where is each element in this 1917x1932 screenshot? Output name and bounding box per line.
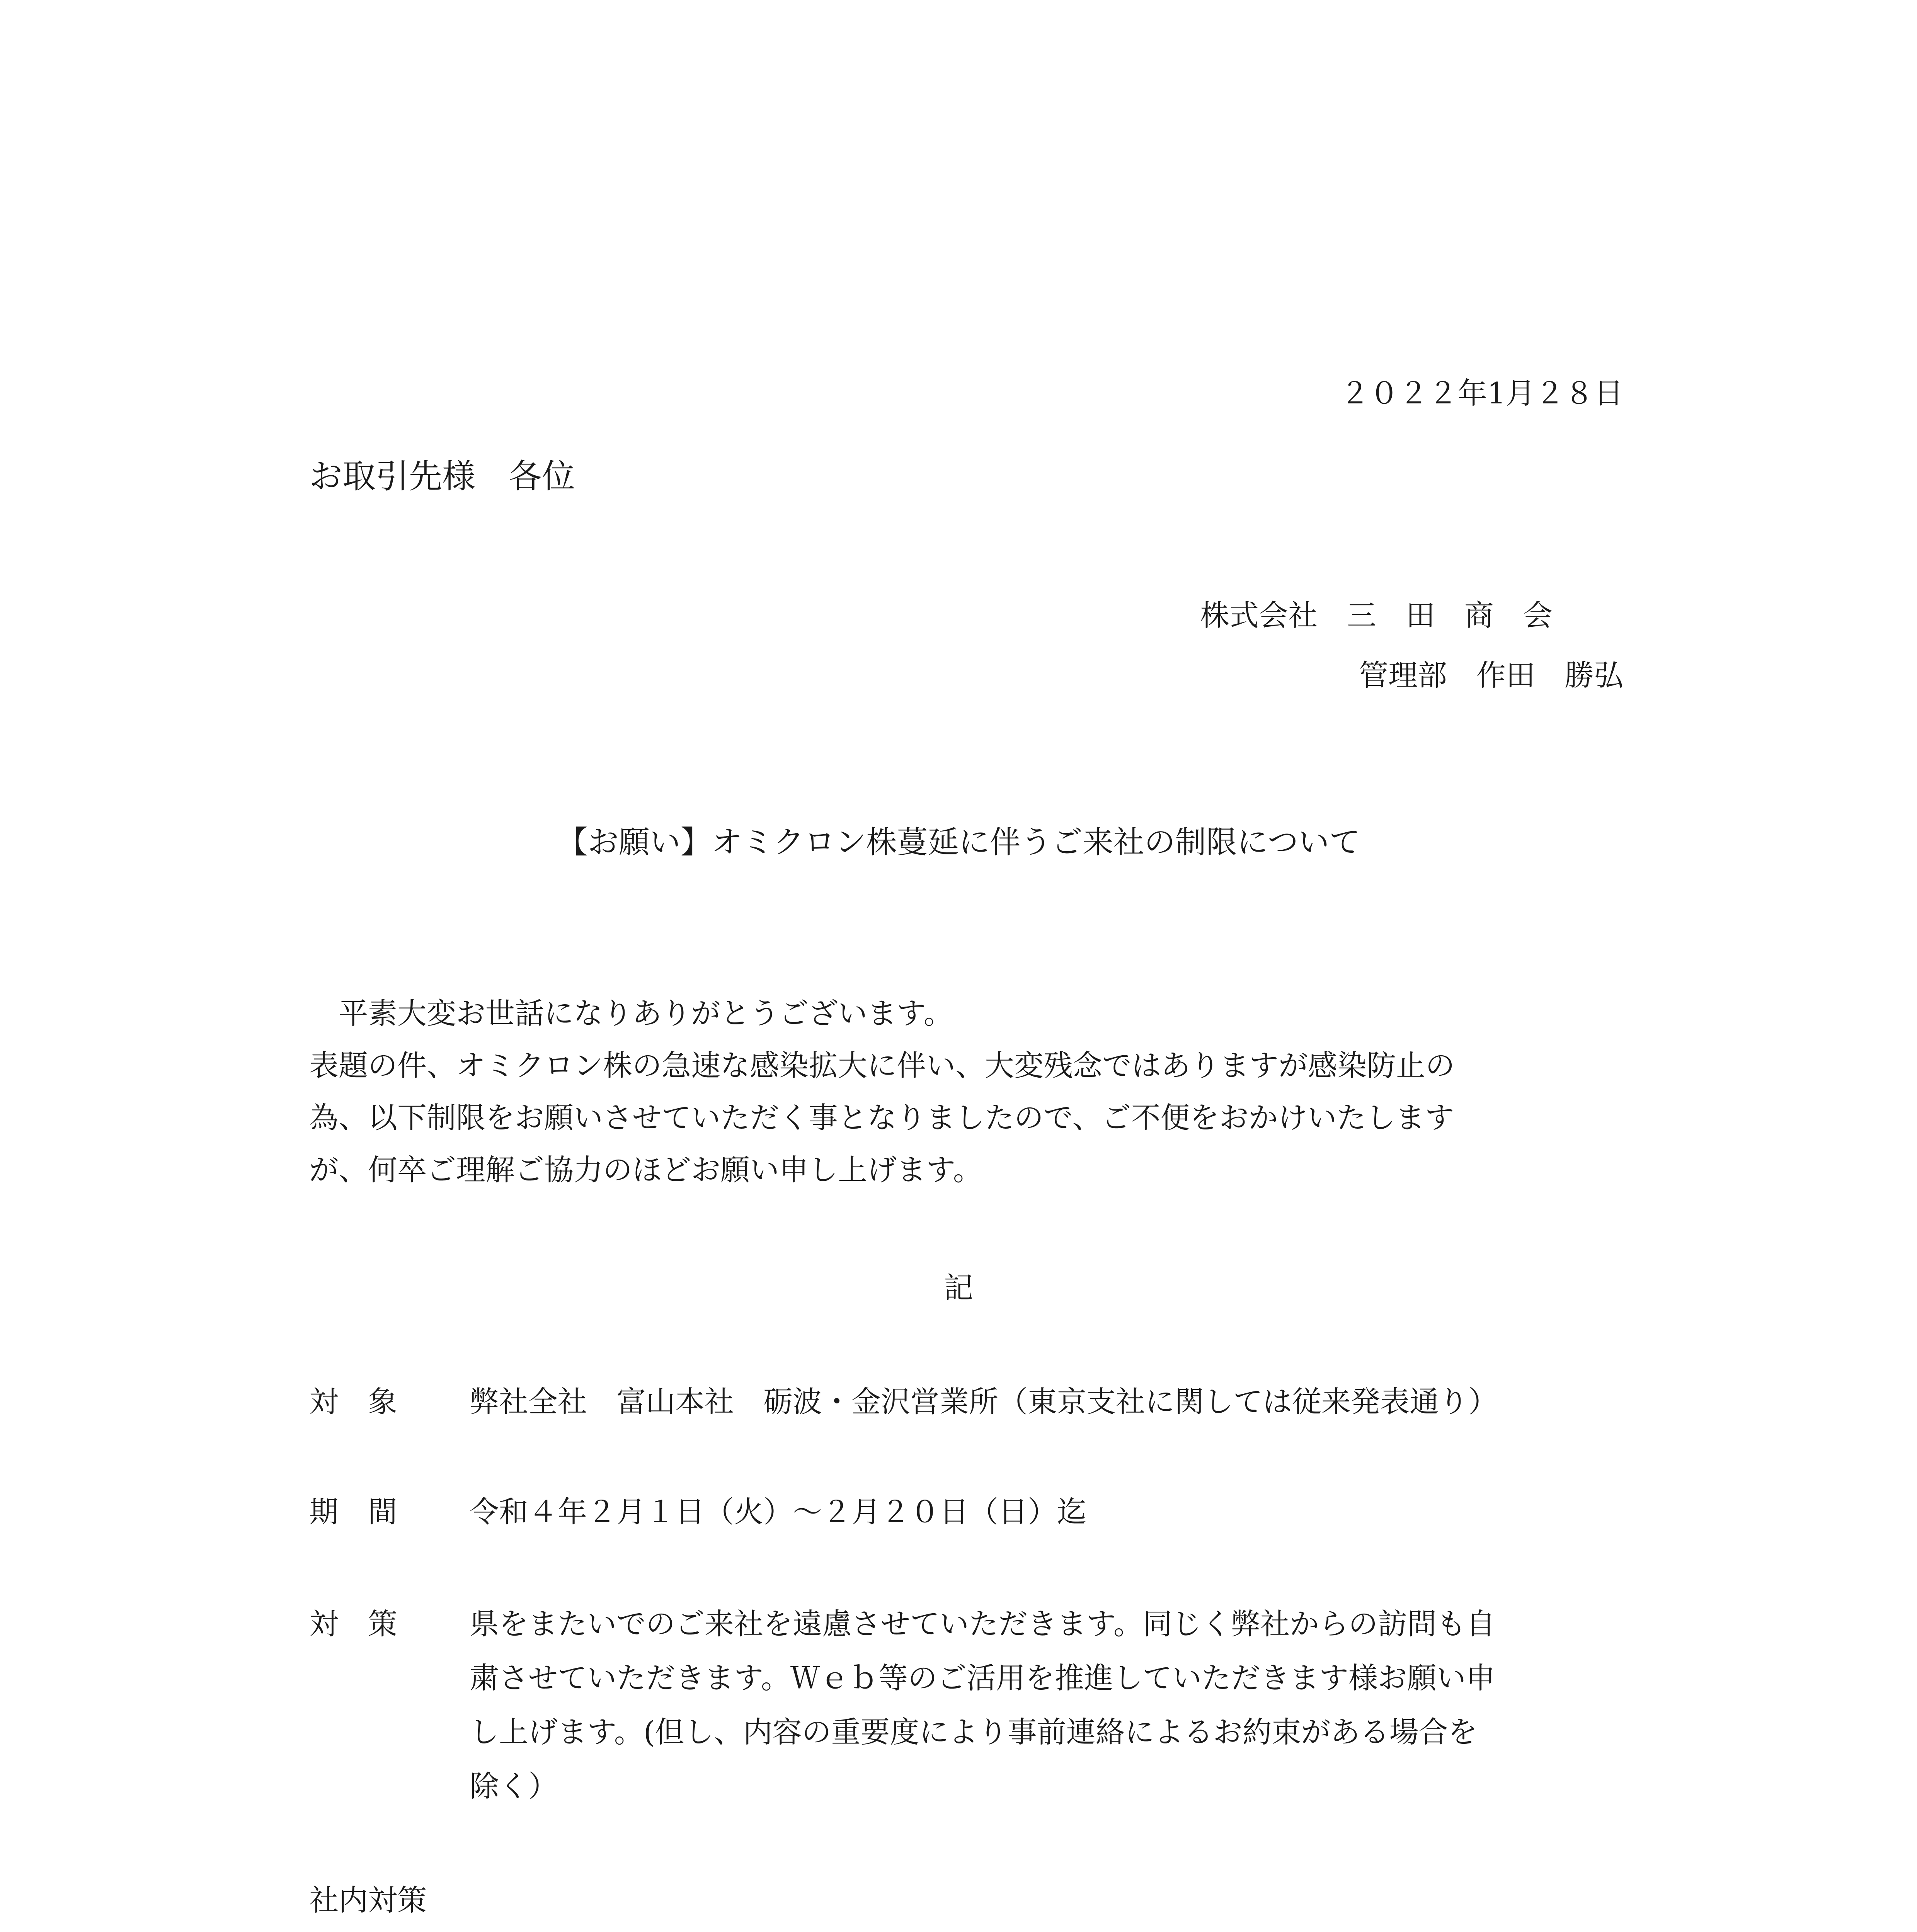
document-date: ２０２２年1月２８日 bbox=[1340, 376, 1623, 410]
measures-line: 県をまたいでのご来社を遠慮させていただきます。同じく弊社からの訪問も自 bbox=[470, 1607, 1495, 1641]
intro-line: 為、以下制限をお願いさせていただく事となりましたので、ご不便をおかけいたします bbox=[309, 1100, 1454, 1135]
document-title: 【お願い】オミクロン株蔓延に伴うご来社の制限について bbox=[557, 824, 1360, 860]
period-label: 期 間 bbox=[309, 1495, 397, 1529]
addressee: お取引先様 各位 bbox=[309, 457, 575, 496]
intro-line: 平素大変お世話になりありがとうございます。 bbox=[309, 996, 953, 1031]
measures-label: 対 策 bbox=[309, 1607, 397, 1641]
measures-line: 除く） bbox=[470, 1769, 558, 1803]
internal-measures-label: 社内対策 bbox=[309, 1883, 427, 1917]
target-value: 弊社全社 富山本社 砺波・金沢営業所（東京支社に関しては従来発表通り） bbox=[470, 1384, 1498, 1419]
measures-line: し上げます。(但し、内容の重要度により事前連絡によるお約束がある場合を bbox=[470, 1715, 1478, 1749]
sender-person: 管理部 作田 勝弘 bbox=[1359, 658, 1623, 692]
intro-line: が、何卒ご理解ご協力のほどお願い申し上げます。 bbox=[309, 1153, 982, 1187]
intro-line: 表題の件、オミクロン株の急速な感染拡大に伴い、大変残念ではありますが感染防止の bbox=[309, 1048, 1455, 1083]
target-label: 対 象 bbox=[309, 1384, 397, 1419]
ki-marker: 記 bbox=[944, 1270, 973, 1305]
period-value: 令和４年２月１日（火）～２月２０日（日）迄 bbox=[470, 1495, 1086, 1529]
sender-company: 株式会社 三 田 商 会 bbox=[1200, 598, 1553, 633]
measures-line: 粛させていただきます。Ｗｅｂ等のご活用を推進していただきます様お願い申 bbox=[470, 1661, 1495, 1695]
